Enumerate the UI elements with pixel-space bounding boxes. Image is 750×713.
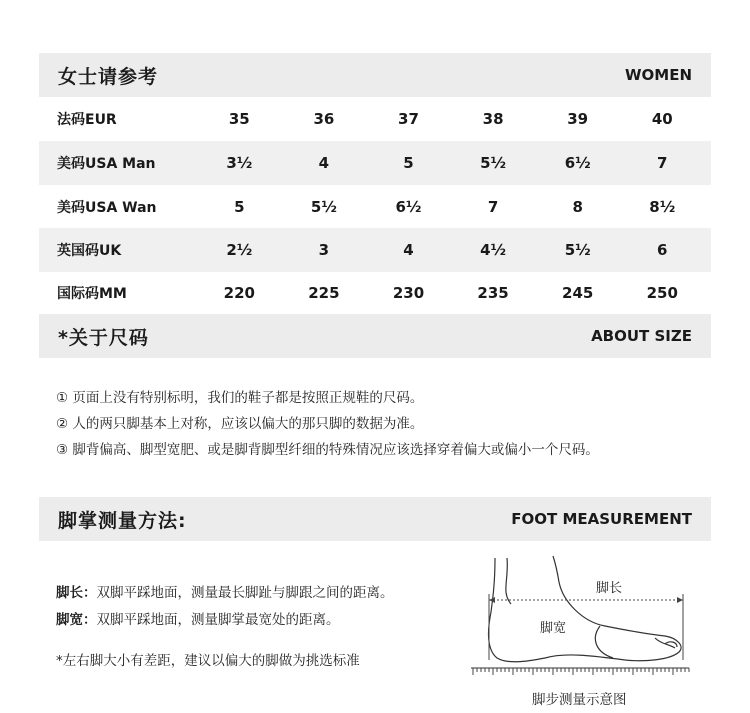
size-row-label: 美码USA Wan (57, 200, 157, 216)
size-cell: 6 (657, 241, 668, 259)
size-cell: 6½ (395, 198, 422, 216)
foot-inner-curve (506, 558, 511, 604)
size-cell: 6½ (564, 154, 591, 172)
foot-length-label: 脚长： (56, 585, 97, 601)
foot-width-label: 脚宽： (56, 612, 97, 628)
size-row (39, 185, 711, 229)
size-cell: 4 (318, 154, 330, 172)
size-note-1: ① 页面上没有特别标明，我们的鞋子都是按照正规鞋的尺码。 (56, 390, 424, 406)
size-cell: 4 (403, 241, 414, 259)
size-row (39, 228, 711, 272)
foot-outline (489, 556, 682, 662)
size-cell: 8 (572, 198, 583, 216)
size-cell: 250 (646, 284, 678, 302)
foot-width-curve (595, 626, 613, 658)
size-cell: 220 (223, 284, 255, 302)
ruler-ticks (473, 668, 689, 675)
size-row-label: 法码EUR (57, 112, 117, 128)
size-row-label: 国际码MM (57, 286, 127, 302)
size-cell: 36 (313, 110, 335, 128)
size-cell: 7 (487, 198, 499, 216)
size-row-label: 美码USA Man (57, 156, 156, 172)
foot-section-title-en: FOOT MEASUREMENT (511, 510, 692, 528)
size-cell: 40 (651, 110, 673, 128)
diagram-width-label: 脚宽 (540, 621, 567, 636)
foot-diagram (465, 552, 695, 684)
women-section-title-en: WOMEN (624, 66, 692, 84)
about-section-title: *关于尺码 (58, 326, 149, 349)
foot-toe-curve (655, 638, 675, 648)
size-notes (56, 385, 599, 463)
size-row (39, 141, 711, 185)
size-cell: 5 (403, 154, 414, 172)
size-cell: 230 (392, 284, 425, 302)
size-cell: 2½ (226, 241, 253, 259)
foot-size-tip: *左右脚大小有差距，建议以偏大的脚做为挑选标准 (56, 653, 360, 669)
foot-section-header (39, 497, 711, 541)
size-cell: 38 (482, 110, 504, 128)
size-cell: 39 (567, 110, 589, 128)
diagram-length-label: 脚长 (596, 581, 623, 596)
women-section-title: 女士请参考 (58, 65, 159, 88)
size-cell: 37 (398, 110, 419, 128)
foot-diagram-caption: 脚步测量示意图 (532, 692, 627, 708)
size-note-2: ② 人的两只脚基本上对称，应该以偏大的那只脚的数据为准。 (56, 416, 424, 432)
foot-width-text: 双脚平踩地面，测量脚掌最宽处的距离。 (96, 612, 340, 628)
foot-width-instruction (56, 608, 340, 628)
size-cell: 245 (562, 284, 594, 302)
foot-length-text: 双脚平踩地面，测量最长脚趾与脚跟之间的距离。 (96, 585, 394, 601)
size-cell: 235 (477, 284, 509, 302)
size-cell: 5½ (564, 241, 591, 259)
foot-length-arrow-right (677, 597, 683, 603)
size-row (39, 271, 711, 315)
size-note-3: ③ 脚背偏高、脚型宽肥、或是脚背脚型纤细的特殊情况应该选择穿着偏大或偏小一个尺码。 (56, 442, 599, 458)
size-cell: 5 (234, 198, 245, 216)
size-cell: 4½ (480, 241, 507, 259)
size-row-label: 英国码UK (57, 243, 122, 259)
size-cell: 5½ (310, 198, 337, 216)
size-cell: 35 (228, 110, 250, 128)
about-section-title-en: ABOUT SIZE (591, 327, 692, 345)
foot-section-title: 脚掌测量方法: (58, 509, 187, 532)
size-row (39, 97, 711, 141)
size-cell: 3 (318, 241, 330, 259)
size-cell: 225 (308, 284, 340, 302)
size-cell: 7 (657, 154, 668, 172)
size-cell: 3½ (226, 154, 253, 172)
size-cell: 5½ (480, 154, 507, 172)
about-section-header (39, 314, 711, 358)
size-cell: 8½ (649, 198, 676, 216)
women-section-header (39, 53, 711, 97)
foot-length-instruction (56, 581, 394, 601)
